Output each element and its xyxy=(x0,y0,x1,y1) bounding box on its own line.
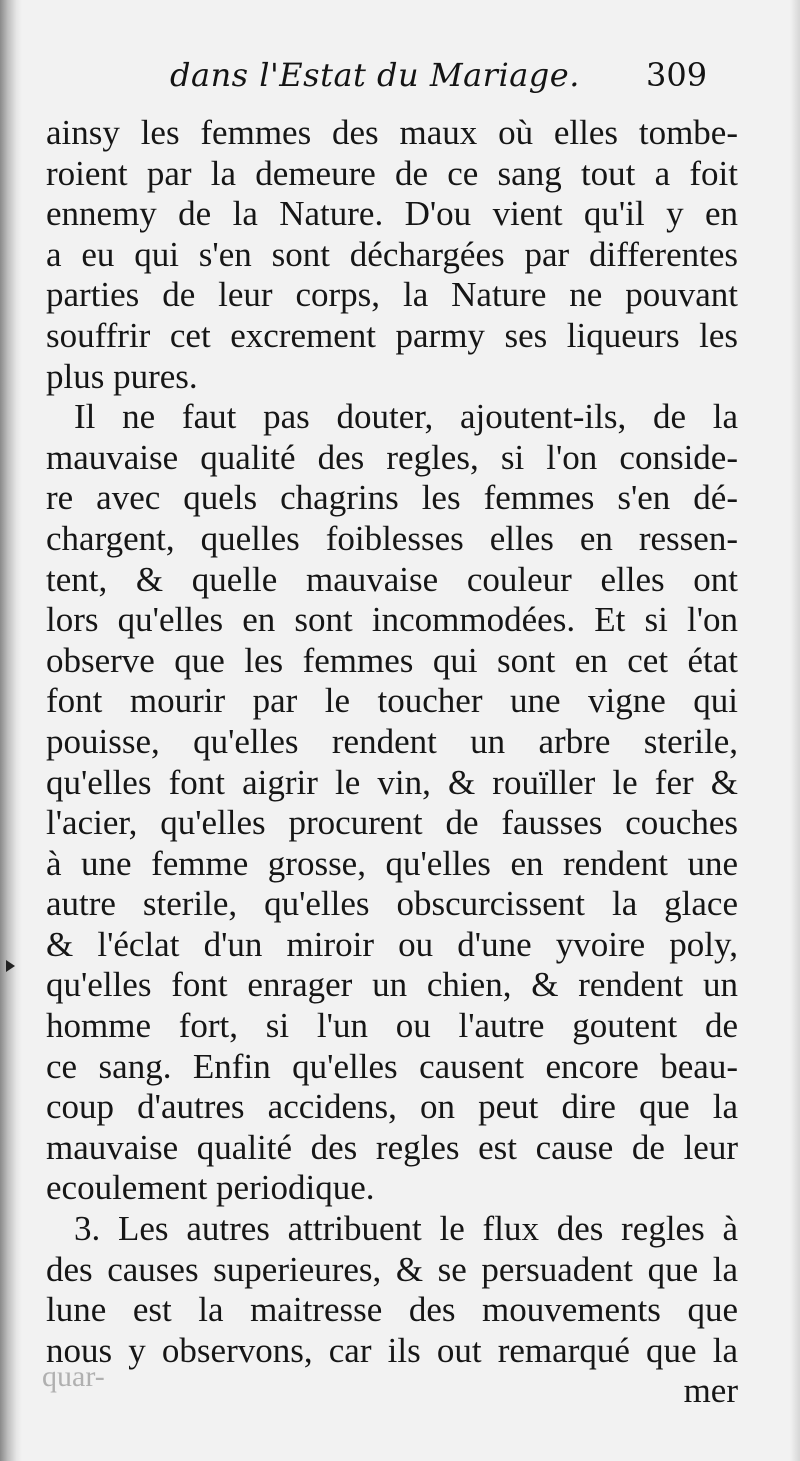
text-line: a eu qui s'en sont déchargées par differentes xyxy=(46,234,738,274)
paragraph-2 xyxy=(46,397,738,1209)
text-line: parties de leur corps, la Nature ne pouvant xyxy=(46,275,738,315)
bleed-through-text: quar- xyxy=(42,1360,105,1393)
paragraph-1 xyxy=(46,113,738,397)
text-line: Il ne faut pas douter, ajoutent-ils, de la xyxy=(74,397,738,437)
text-line: souffrir cet excrement parmy ses liqueurs les xyxy=(46,315,738,355)
text-line: re avec quels chagrins les femmes s'en dé- xyxy=(46,478,738,518)
body-text xyxy=(46,113,738,1412)
text-line: l'acier, qu'elles procurent de fausses couches xyxy=(46,803,738,843)
text-line: ainsy les femmes des maux où elles tombe- xyxy=(46,113,738,152)
text-line: nous y observons, car ils out remarqué que la xyxy=(46,1330,738,1370)
paragraph-3 xyxy=(46,1209,738,1371)
text-line: qu'elles font aigrir le vin, & rouïller le fer & xyxy=(46,762,738,802)
text-line: font mourir par le toucher une vigne qui xyxy=(46,681,738,721)
text-line: ennemy de la Nature. D'ou vient qu'il y en xyxy=(46,194,738,234)
text-line: chargent, quelles foiblesses elles en ressen- xyxy=(46,518,738,558)
text-line: mauvaise qualité des regles est cause de leur xyxy=(46,1127,738,1167)
text-line: observe que les femmes qui sont en cet état xyxy=(46,640,738,680)
text-line: des causes superieures, & se persuadent que la xyxy=(46,1249,738,1289)
text-line: mauvaise qualité des regles, si l'on conside- xyxy=(46,437,738,477)
text-line: autre sterile, qu'elles obscurcissent la glace xyxy=(46,884,738,924)
text-line: homme fort, si l'un ou l'autre goutent de xyxy=(46,1006,738,1046)
text-line: tent, & quelle mauvaise couleur elles ont xyxy=(46,559,738,599)
margin-pointer-mark xyxy=(6,960,15,972)
text-line: pouisse, qu'elles rendent un arbre sterile, xyxy=(46,721,738,761)
text-line: ecoulement periodique. xyxy=(46,1168,375,1208)
catchword: mer xyxy=(683,1371,738,1411)
text-line: coup d'autres accidens, on peut dire que la xyxy=(46,1087,738,1127)
text-line: plus pures. xyxy=(46,356,198,396)
page-header xyxy=(0,56,800,106)
text-line: lune est la maitresse des mouvements que xyxy=(46,1290,738,1330)
text-line: ce sang. Enfin qu'elles causent encore beau- xyxy=(46,1046,738,1086)
text-line: lors qu'elles en sont incommodées. Et si l'on xyxy=(46,600,738,640)
text-line: 3. Les autres attribuent le flux des regles à xyxy=(74,1209,738,1249)
text-line: à une femme grosse, qu'elles en rendent une xyxy=(46,843,738,883)
binding-gutter xyxy=(0,0,22,1461)
page-edge xyxy=(790,0,800,1461)
text-line: roient par la demeure de ce sang tout a foit xyxy=(46,153,738,193)
running-title: dans l'Estat du Mariage. xyxy=(170,56,580,94)
text-line: qu'elles font enrager un chien, & rendent un xyxy=(46,965,738,1005)
text-line: & l'éclat d'un miroir ou d'une yvoire poly, xyxy=(46,924,738,964)
page-number: 309 xyxy=(646,56,708,94)
